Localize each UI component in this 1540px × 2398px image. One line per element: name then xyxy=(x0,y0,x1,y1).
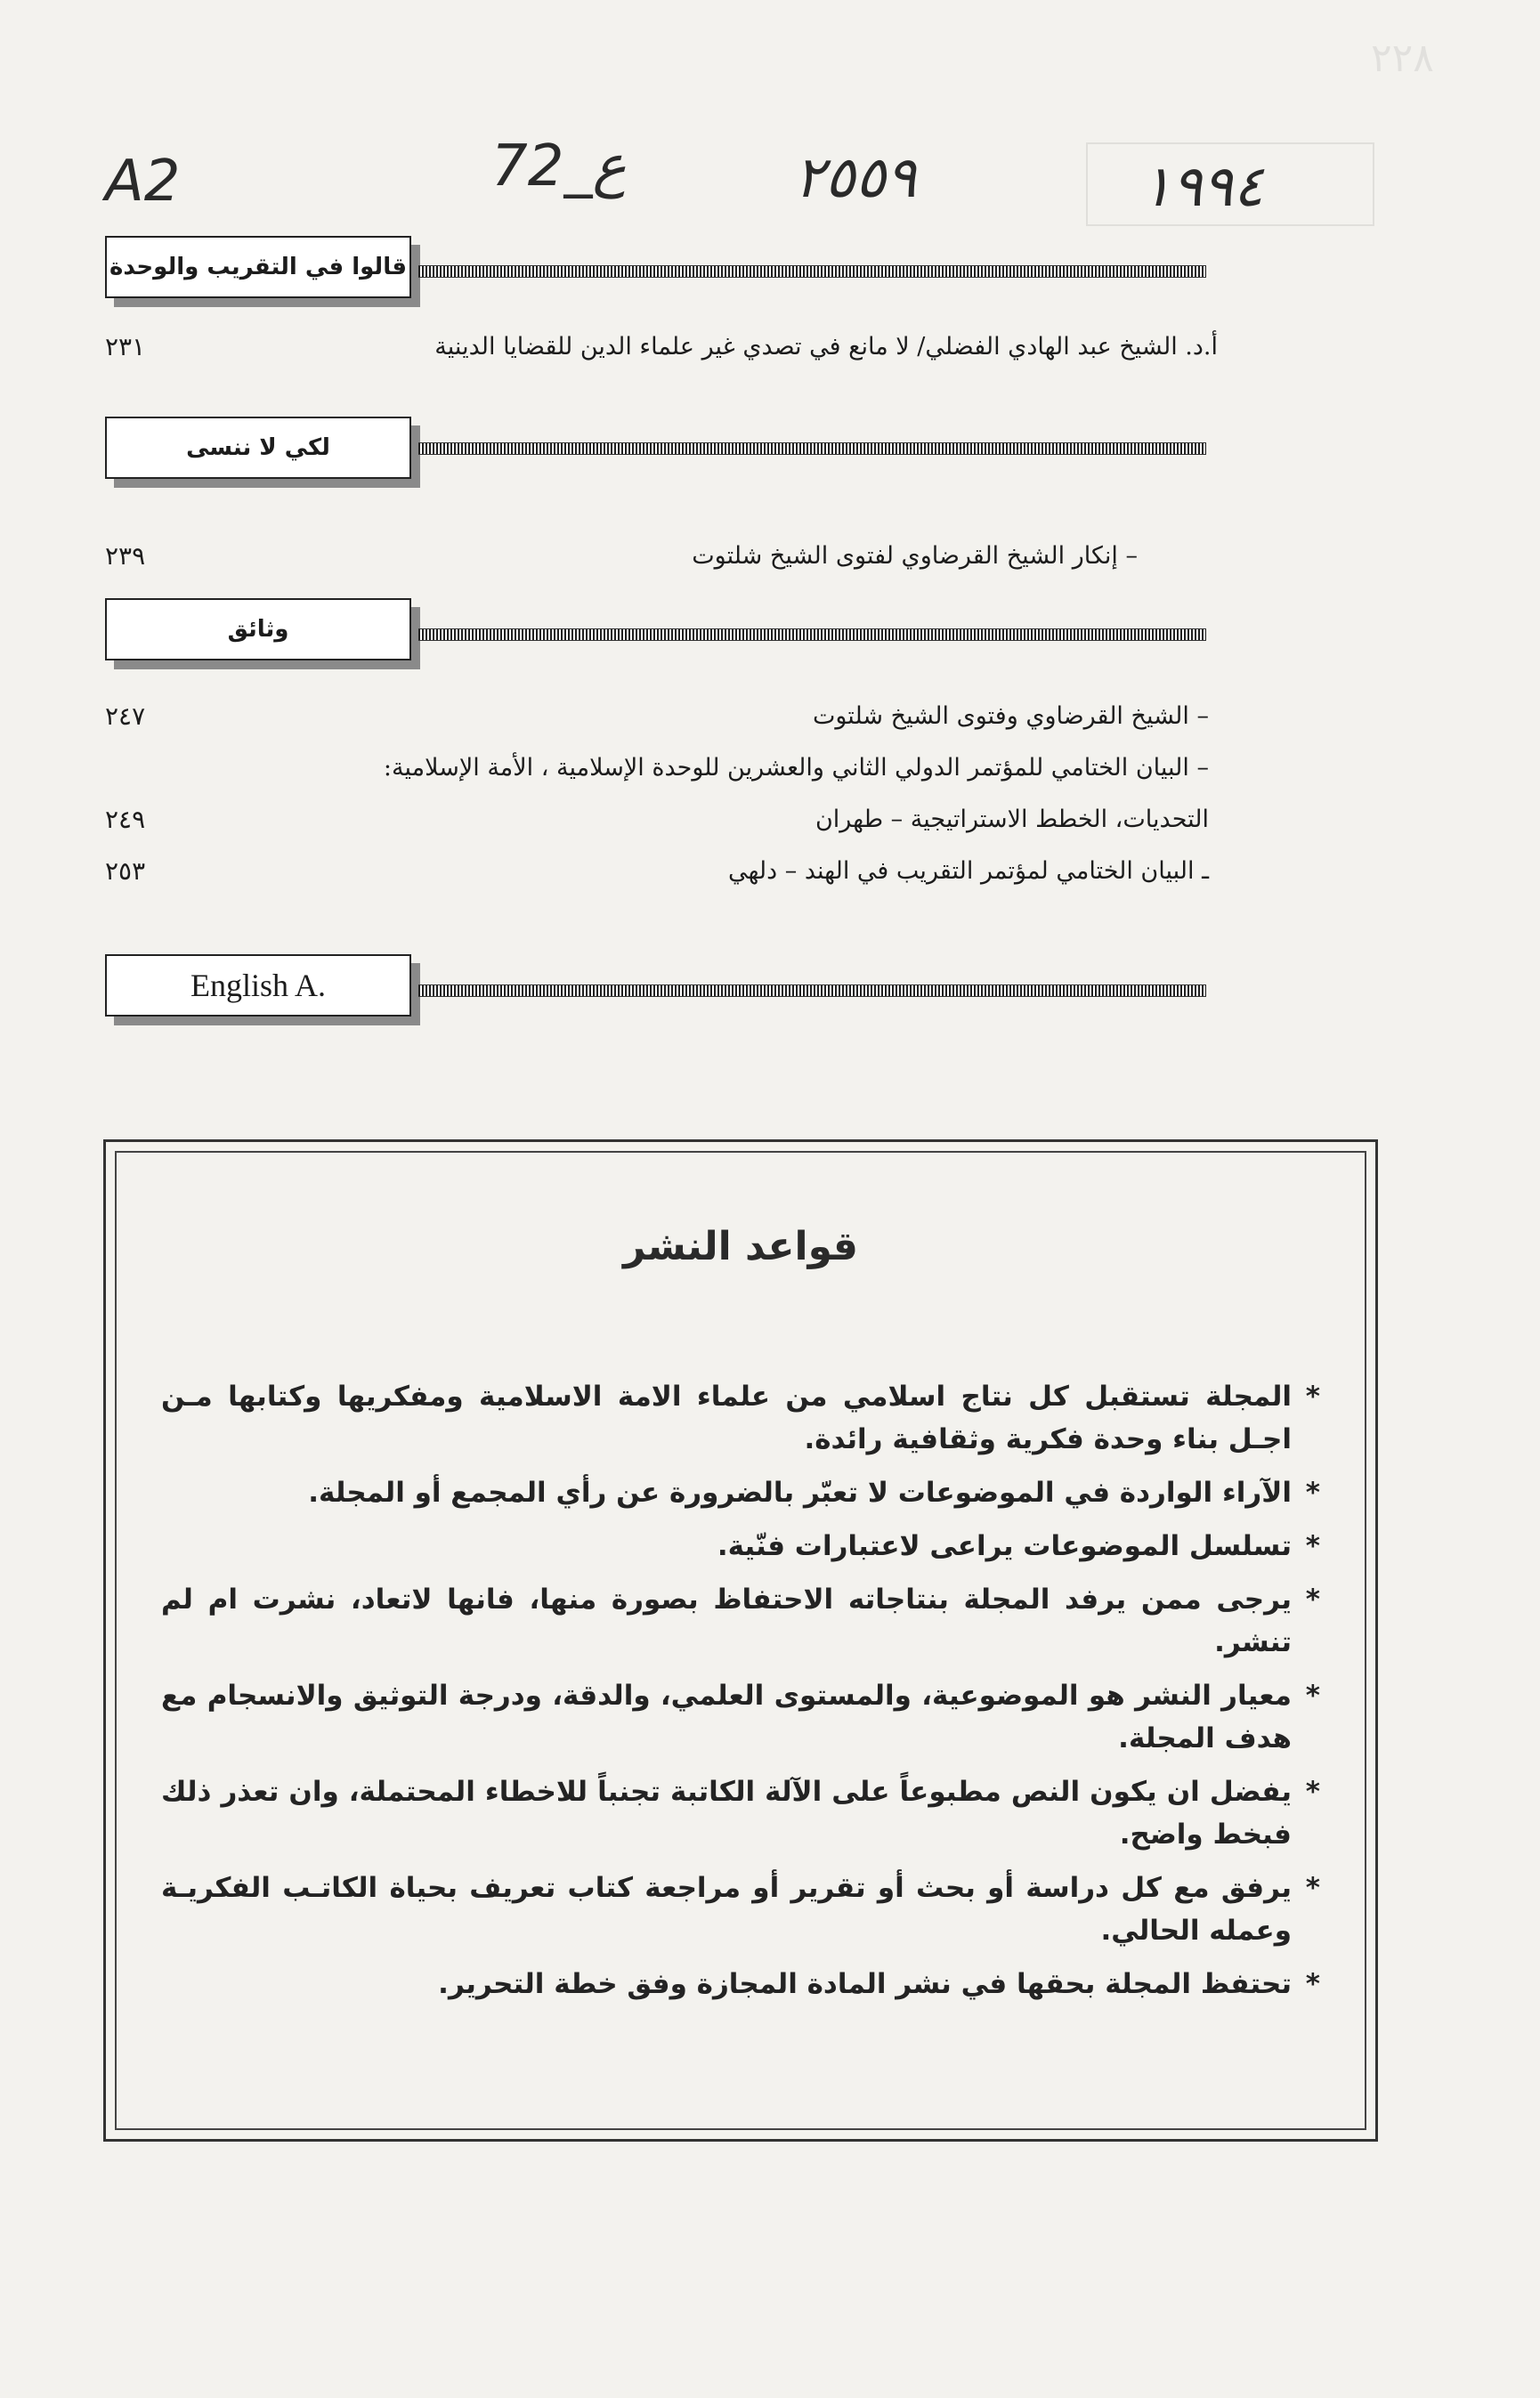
toc-entry-page: ٢٣١ xyxy=(105,331,146,361)
toc-entry-title: التحديات، الخطط الاستراتيجية – طهران xyxy=(815,805,1209,833)
section-heading-box: لكي لا ننسى xyxy=(105,417,411,479)
toc-entry xyxy=(105,798,1218,840)
section-divider xyxy=(418,265,1206,278)
rule-item: * تحتفظ المجلة بحقها في نشر المادة المجازة وفق خطة التحرير. xyxy=(161,1963,1320,2005)
toc-entry xyxy=(105,849,1218,892)
rule-item: * يرجى ممن يرفد المجلة بنتاجاته الاحتفاظ بصورة منها، فانها لاتعاد، نشرت ام لم تنشر. xyxy=(161,1578,1320,1664)
handwritten-note: ٢٥٥٩ xyxy=(794,145,917,211)
section-divider xyxy=(418,984,1206,997)
handwritten-note: ١٩٩٤ xyxy=(1141,154,1264,220)
section-heading-box: قالوا في التقريب والوحدة xyxy=(105,236,411,298)
toc-entry xyxy=(105,325,1218,368)
section-divider xyxy=(418,442,1206,455)
toc-entry-page: ٢٤٧ xyxy=(105,701,146,731)
toc-entry-page: ٢٥٣ xyxy=(105,855,146,886)
rule-item: * الآراء الواردة في الموضوعات لا تعبّر بالضرورة عن رأي المجمع أو المجلة. xyxy=(161,1471,1320,1514)
toc-entry xyxy=(105,694,1218,737)
rules-title: قواعد النشر xyxy=(623,1224,858,1269)
bleed-through-mark: ۲۲۸ xyxy=(1371,36,1434,81)
section-divider xyxy=(418,628,1206,641)
toc-entry xyxy=(105,746,1218,789)
toc-entry-title: – البيان الختامي للمؤتمر الدولي الثاني والعشرين للوحدة الإسلامية ، الأمة الإسلامية: xyxy=(383,753,1209,782)
toc-entry-title: ـ البيان الختامي لمؤتمر التقريب في الهند – دلهي xyxy=(727,856,1209,885)
handwritten-note: 72_ع xyxy=(491,134,627,199)
rule-item: * تسلسل الموضوعات يراعى لاعتبارات فنّية. xyxy=(161,1525,1320,1568)
toc-entry-title: – إنكار الشيخ القرضاوي لفتوى الشيخ شلتوت xyxy=(692,541,1138,570)
rule-item: * المجلة تستقبل كل نتاج اسلامي من علماء الامة الاسلامية ومفكريها وكتابها مـن اجـل بناء وحدة فكرية وثقافية رائدة. xyxy=(161,1375,1320,1461)
section-heading-box: وثائق xyxy=(105,598,411,660)
rules-list xyxy=(161,1375,1320,2016)
publishing-rules-inner-frame xyxy=(115,1151,1366,2130)
toc-entry xyxy=(105,534,1218,577)
rule-item: * معيار النشر هو الموضوعية، والمستوى العلمي، والدقة، ودرجة التوثيق والانسجام مع هدف المجلة. xyxy=(161,1674,1320,1760)
toc-entry-title: – الشيخ القرضاوي وفتوى الشيخ شلتوت xyxy=(812,701,1209,730)
rule-item: * يفضل ان يكون النص مطبوعاً على الآلة الكاتبة تجنباً للاخطاء المحتملة، وان تعذر ذلك فبخط واضح. xyxy=(161,1770,1320,1856)
toc-entry-title: أ.د. الشيخ عبد الهادي الفضلي/ لا مانع في تصدي غير علماء الدين للقضايا الدينية xyxy=(434,332,1218,361)
rule-item: * يرفق مع كل دراسة أو بحث أو تقرير أو مراجعة كتاب تعريف بحياة الكاتـب الفكريـة وعمله الحالي. xyxy=(161,1867,1320,1952)
publishing-rules-box xyxy=(103,1139,1378,2142)
toc-entry-page: ٢٣٩ xyxy=(105,540,146,571)
toc-entry-page: ٢٤٩ xyxy=(105,804,146,834)
section-heading-box: English A. xyxy=(105,954,411,1017)
handwritten-note: A2 xyxy=(105,149,181,215)
